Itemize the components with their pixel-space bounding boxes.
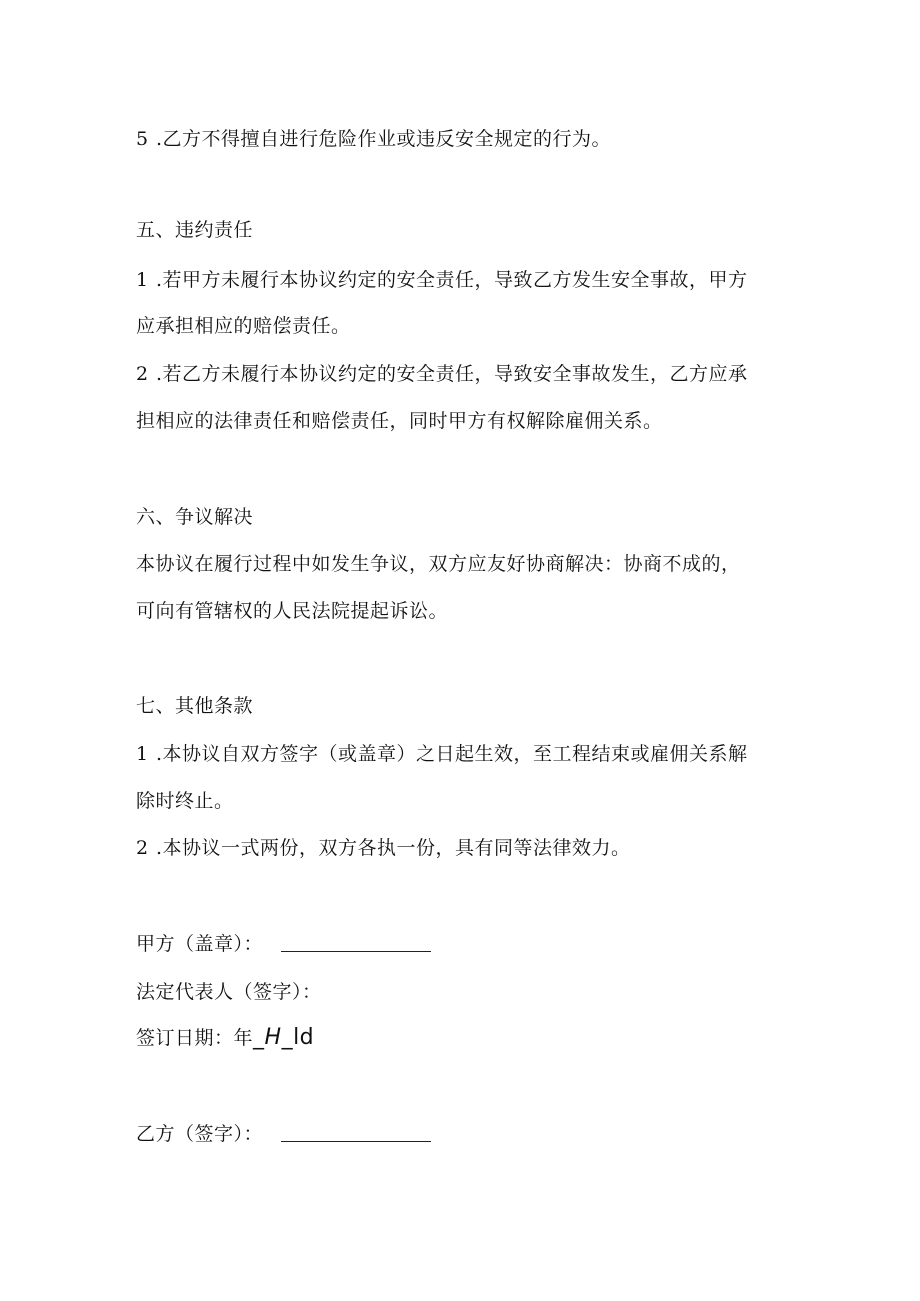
sign-date-label: 签订日期：年 (136, 1027, 254, 1049)
breach-item-2-line-2: 担相应的法律责任和赔偿责任，同时甲方有权解除雇佣关系。 (136, 410, 663, 432)
other-item-2-line-1 (136, 836, 631, 860)
signature-legal-rep: 法定代表人（签字）： (136, 981, 322, 1003)
breach-item-1-line-1 (136, 268, 748, 292)
party-b-label: 乙方（签字）： (136, 1123, 264, 1145)
other-item-1-line-1 (136, 742, 748, 766)
clause-number: 2 (136, 837, 149, 859)
clause-text: .乙方不得擅自进行危险作业或违反安全规定的行为。 (156, 128, 612, 150)
party-b-signature-blank (281, 1125, 431, 1142)
clause-text: .若甲方未履行本协议约定的安全责任，导致乙方发生安全事故，甲方 (156, 269, 748, 291)
clause-text: .若乙方未履行本协议约定的安全责任，导致安全事故发生，乙方应承 (156, 363, 748, 385)
clause-text: .本协议自双方签字（或盖章）之日起生效，至工程结束或雇佣关系解 (156, 743, 748, 765)
signature-party-b (136, 1122, 431, 1146)
clause-number: 5 (136, 128, 149, 150)
dispute-line-2: 可向有管辖权的人民法院提起诉讼。 (136, 600, 449, 622)
clause-number: 2 (136, 363, 149, 385)
dispute-line-1: 本协议在履行过程中如发生争议，双方应友好协商解决：协商不成的， (136, 553, 741, 575)
signature-date (136, 1026, 314, 1050)
sign-date-marks: _H_ld (253, 1025, 315, 1050)
signature-party-a (136, 932, 431, 956)
clause-number: 1 (136, 269, 149, 291)
clause-5 (136, 127, 611, 151)
section-heading-other: 七、其他条款 (136, 695, 254, 717)
clause-number: 1 (136, 743, 149, 765)
section-heading-breach: 五、违约责任 (136, 219, 254, 241)
clause-text: .本协议一式两份，双方各执一份，具有同等法律效力。 (156, 837, 631, 859)
other-item-1-line-2: 除时终止。 (136, 790, 234, 812)
breach-item-2-line-1 (136, 362, 748, 386)
section-heading-dispute: 六、争议解决 (136, 506, 254, 528)
party-a-signature-blank (281, 935, 431, 952)
breach-item-1-line-2: 应承担相应的赔偿责任。 (136, 315, 351, 337)
party-a-label: 甲方（盖章）： (136, 933, 264, 955)
